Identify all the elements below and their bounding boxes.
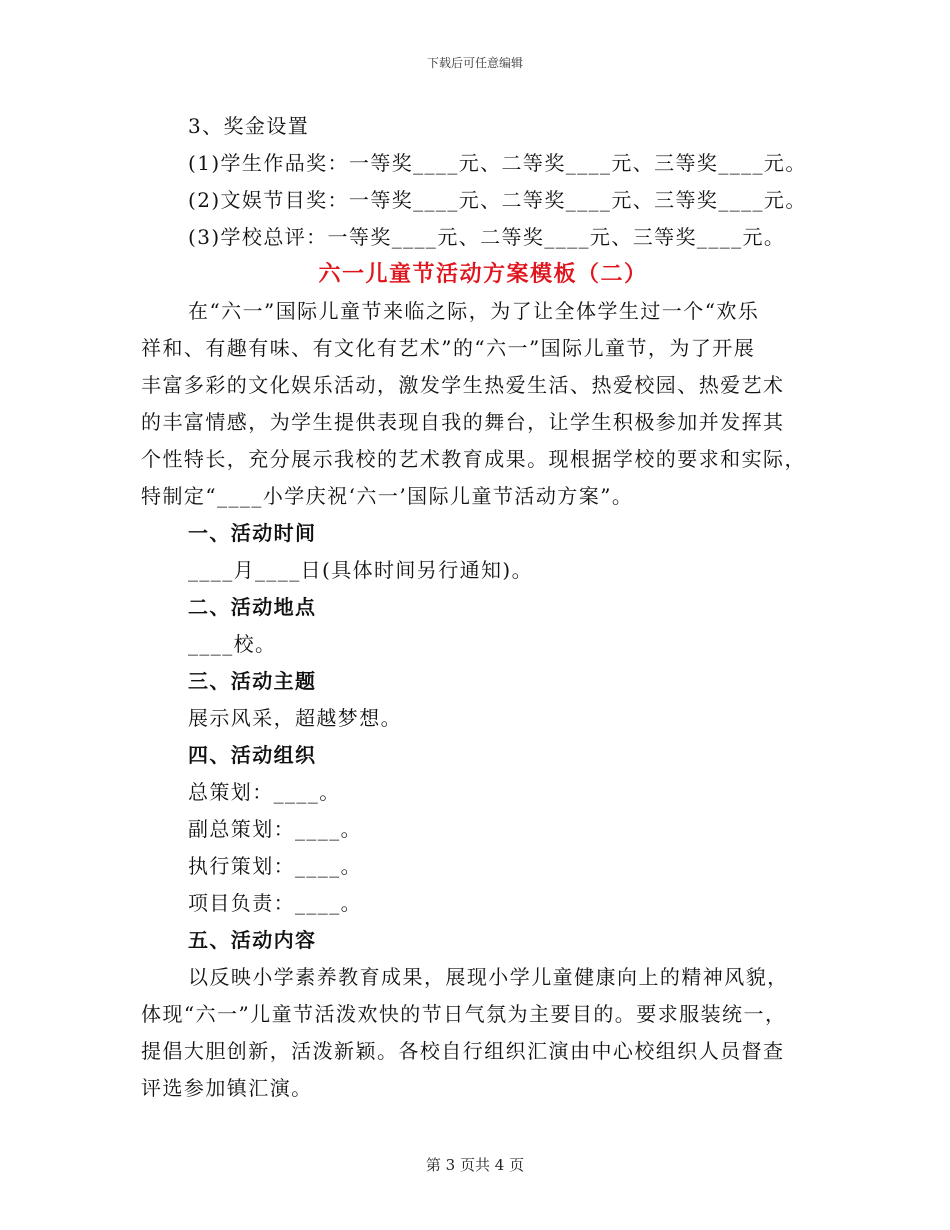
intro-line: 特制定“____小学庆祝‘六一’国际儿童节活动方案”。 [141,484,634,508]
section-heading-content: 五、活动内容 [188,928,317,952]
document-title: 六一儿童节活动方案模板（二） [318,261,648,287]
prize-item-3: (3)学校总评：一等奖____元、二等奖____元、三等奖____元。 [188,225,786,249]
org-item: 副总策划：____。 [188,817,362,841]
page-footer: 第 3 页共 4 页 [425,1156,525,1174]
org-item: 项目负责：____。 [188,891,362,915]
prize-heading: 3、奖金设置 [188,114,310,138]
section-heading-time: 一、活动时间 [188,521,317,545]
intro-line: 祥和、有趣有味、有文化有艺术”的“六一”国际儿童节，为了开展 [141,336,756,360]
content-line: 体现“六一”儿童节活泼欢快的节日气氛为主要目的。要求服装统一， [141,1002,787,1026]
intro-line: 丰富多彩的文化娱乐活动，激发学生热爱生活、热爱校园、热爱艺术 [141,373,785,397]
section-heading-place: 二、活动地点 [188,595,317,619]
org-item: 总策划：____。 [188,780,341,804]
section-text-theme: 展示风采，超越梦想。 [188,706,402,730]
content-line: 提倡大胆创新，活泼新颖。各校自行组织汇演由中心校组织人员督查 [141,1039,785,1063]
prize-item-2: (2)文娱节目奖：一等奖____元、二等奖____元、三等奖____元。 [188,188,807,212]
section-heading-org: 四、活动组织 [188,743,317,767]
content-line: 评选参加镇汇演。 [141,1076,313,1100]
intro-paragraph [141,293,805,515]
intro-line: 个性特长，充分展示我校的艺术教育成果。现根据学校的要求和实际， [141,447,806,471]
section-heading-theme: 三、活动主题 [188,669,317,693]
section-text-time: ____月____日(具体时间另行通知)。 [188,558,534,582]
page-header: 下载后可任意编辑 [426,56,523,70]
intro-line: 在“六一”国际儿童节来临之际，为了让全体学生过一个“欢乐 [188,299,760,323]
content-paragraph [141,959,805,1107]
section-text-place: ____校。 [188,632,277,656]
prize-item-1: (1)学生作品奖：一等奖____元、二等奖____元、三等奖____元。 [188,151,807,175]
org-item: 执行策划：____。 [188,854,362,878]
intro-line: 的丰富情感，为学生提供表现自我的舞台，让学生积极参加并发挥其 [141,410,785,434]
content-line: 以反映小学素养教育成果，展现小学儿童健康向上的精神风貌， [188,965,789,989]
document-body [141,108,805,1107]
